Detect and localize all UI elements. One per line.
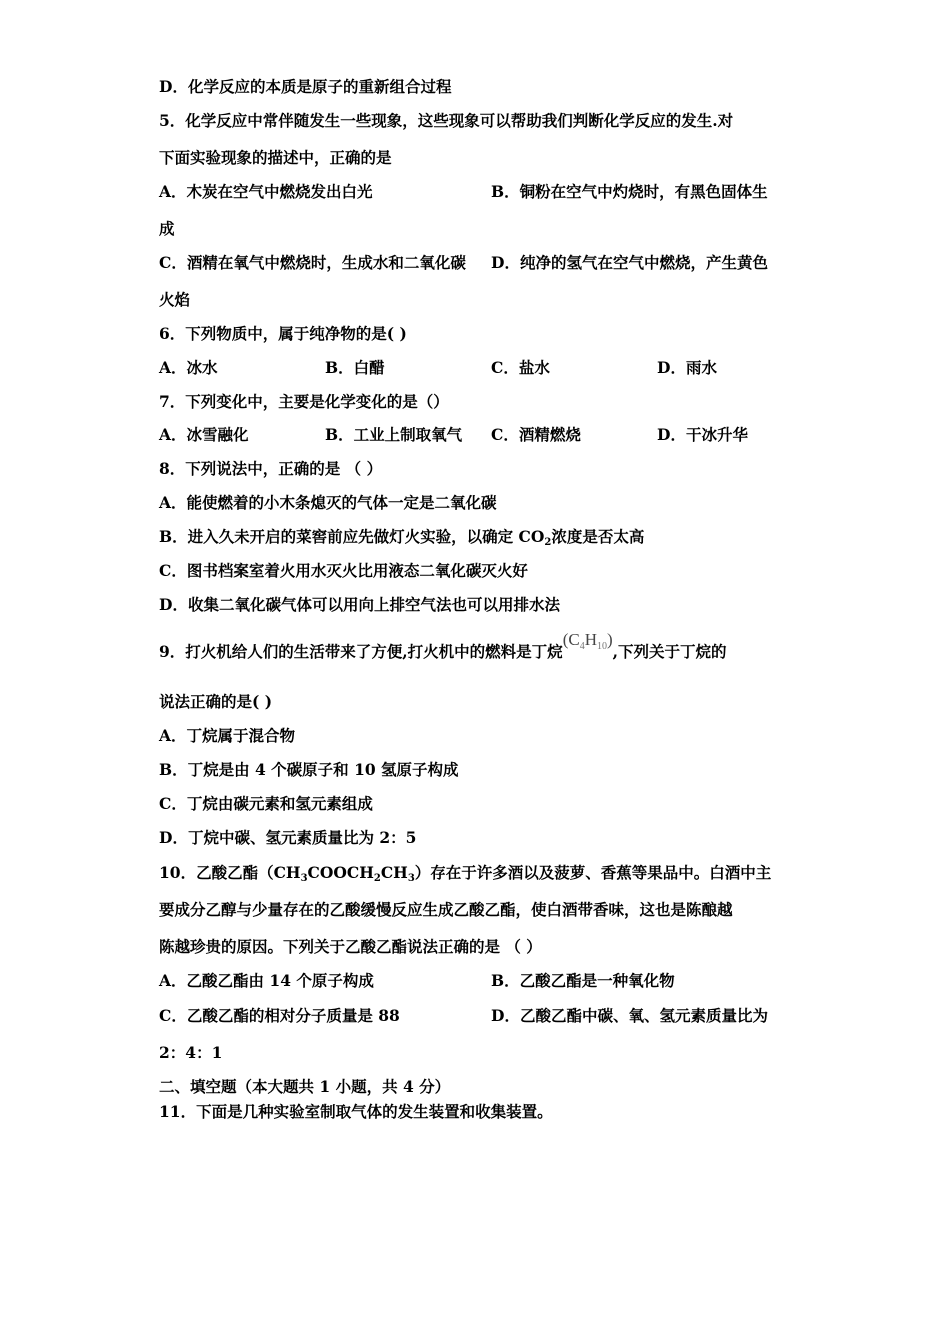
q5-option-d: D．纯净的氢气在空气中燃烧，产生黄色	[491, 253, 768, 272]
q9-stem-line2: 说法正确的是( )	[159, 692, 273, 711]
q9-option-b: B．丁烷是由 4 个碳原子和 10 氢原子构成	[159, 760, 459, 779]
q8-option-c: C．图书档案室着火用水灭火比用液态二氧化碳灭火好	[159, 561, 528, 580]
q7-option-b: B．工业上制取氧气	[325, 425, 463, 444]
q8-option-b-text-end: 浓度是否太高	[551, 527, 645, 546]
q10-stem-line2: 要成分乙醇与少量存在的乙酸缓慢反应生成乙酸乙酯，使白酒带香味，这也是陈酿越	[159, 900, 733, 919]
q10-option-b: B．乙酸乙酯是一种氧化物	[491, 971, 675, 990]
q6-option-d: D．雨水	[657, 358, 717, 377]
formula-h: H	[584, 630, 597, 649]
q4-option-d: D．化学反应的本质是原子的重新组合过程	[159, 77, 452, 96]
q5-option-a: A．木炭在空气中燃烧发出白光	[159, 182, 373, 201]
q9-option-a: A．丁烷属于混合物	[159, 726, 296, 745]
q7-stem: 7．下列变化中，主要是化学变化的是（）	[159, 392, 449, 411]
subscript: 3	[407, 873, 415, 884]
q10-option-a: A．乙酸乙酯由 14 个原子构成	[159, 971, 374, 990]
q10-option-d-cont: 2：4：1	[159, 1043, 223, 1062]
formula-c: C	[568, 630, 580, 649]
q10-stem-line3: 陈越珍贵的原因。下列关于乙酸乙酯说法正确的是 （ ）	[159, 937, 542, 956]
q6-option-b: B．白醋	[325, 358, 385, 377]
q10-stem-b: COOCH	[307, 863, 374, 882]
q5-stem-line2: 下面实验现象的描述中，正确的是	[159, 148, 392, 167]
q10-stem-a: 10．乙酸乙酯（CH	[159, 863, 301, 882]
butane-formula: $(C_4H_{10})$	[562, 630, 613, 652]
q8-option-a: A．能使燃着的小木条熄灭的气体一定是二氧化碳	[159, 493, 497, 512]
q5-option-b-cont: 成	[159, 219, 175, 238]
q6-option-a: A．冰水	[159, 358, 218, 377]
q8-option-b	[159, 526, 644, 554]
q5-option-b: B．铜粉在空气中灼烧时，有黑色固体生	[491, 182, 768, 201]
q10-option-c: C．乙酸乙酯的相对分子质量是 88	[159, 1006, 400, 1025]
formula-c-sub: 4	[579, 641, 585, 652]
q7-option-a: A．冰雪融化	[159, 425, 249, 444]
q9-stem-text-end: ,下列关于丁烷的	[612, 642, 727, 661]
q6-option-c: C．盐水	[491, 358, 550, 377]
q9-stem-line1	[159, 630, 727, 670]
subscript: 2	[373, 873, 381, 884]
q10-option-d: D．乙酸乙酯中碳、氧、氢元素质量比为	[491, 1006, 768, 1025]
section-2-title: 二、填空题（本大题共 1 小题，共 4 分）	[159, 1077, 451, 1096]
q8-option-b-text: B．进入久未开启的菜窖前应先做灯火实验，以确定 CO	[159, 527, 545, 546]
subscript: 2	[544, 537, 552, 548]
subscript: 3	[300, 873, 308, 884]
q7-option-d: D．干冰升华	[657, 425, 748, 444]
q9-option-d: D．丁烷中碳、氢元素质量比为 2：5	[159, 828, 417, 847]
q7-option-c: C．酒精燃烧	[491, 425, 581, 444]
q8-stem: 8．下列说法中，正确的是 （ ）	[159, 459, 383, 478]
formula-h-sub: 10	[596, 641, 607, 652]
q9-stem-text: 9．打火机给人们的生活带来了方便,打火机中的燃料是丁烷	[159, 642, 563, 661]
q8-option-d: D．收集二氧化碳气体可以用向上排空气法也可以用排水法	[159, 595, 560, 614]
q10-stem-c: CH	[380, 863, 408, 882]
q6-stem: 6．下列物质中，属于纯净物的是( )	[159, 324, 407, 343]
q10-stem-d: ）存在于许多酒以及菠萝、香蕉等果品中。白酒中主	[414, 863, 772, 882]
q5-stem-line1: 5．化学反应中常伴随发生一些现象，这些现象可以帮助我们判断化学反应的发生.对	[159, 111, 734, 130]
q11-stem: 11．下面是几种实验室制取气体的发生装置和收集装置。	[159, 1102, 553, 1121]
q9-option-c: C．丁烷由碳元素和氢元素组成	[159, 794, 373, 813]
q5-option-d-cont: 火焰	[159, 290, 191, 309]
q5-option-c: C．酒精在氧气中燃烧时，生成水和二氧化碳	[159, 253, 466, 272]
q10-stem-line1	[159, 862, 771, 890]
